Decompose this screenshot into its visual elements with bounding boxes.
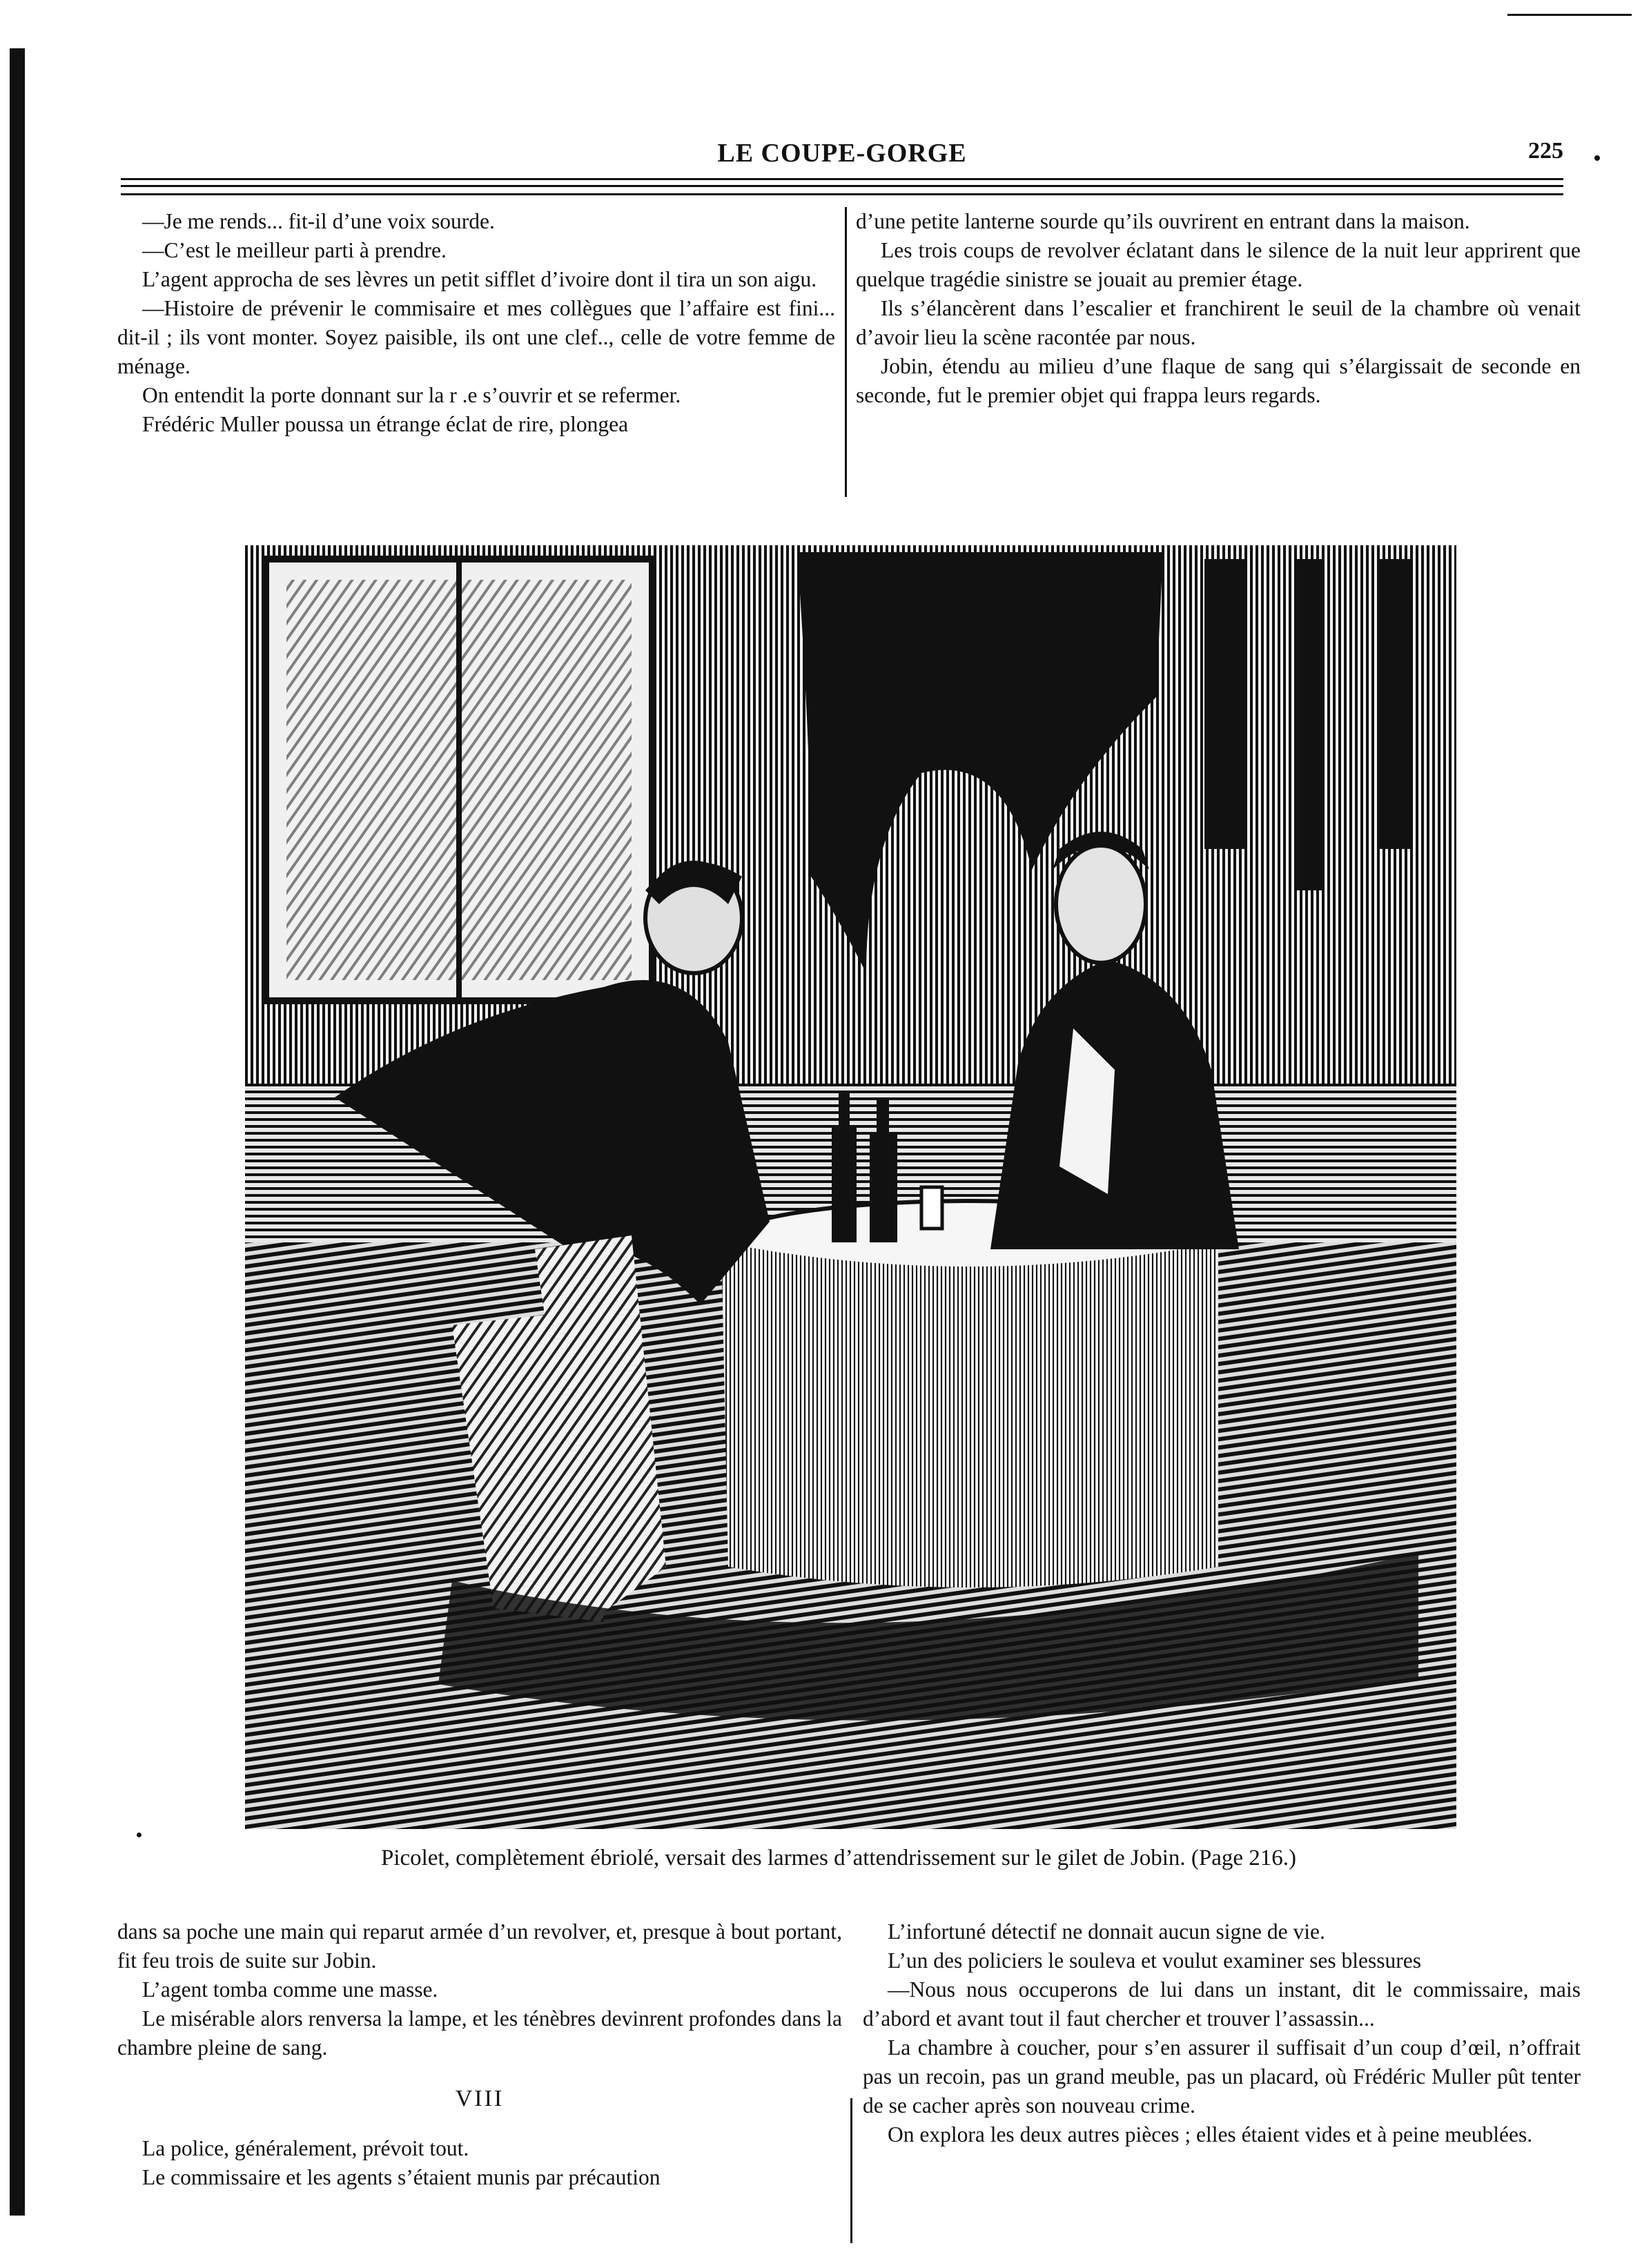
paragraph: Le misérable alors renversa la lampe, et les ténèbres devinrent profondes dans la chambre pleine de sang. bbox=[117, 2006, 842, 2060]
paragraph: Ils s’élancèrent dans l’escalier et franchirent le seuil de la chambre où venait d’avoir lieu la scène racontée par nous. bbox=[856, 296, 1581, 349]
paragraph: —Nous nous occuperons de lui dans un instant, dit le commissaire, mais d’abord et avant tout il faut chercher et trouver l’assassin... bbox=[863, 1977, 1581, 2031]
header-rule bbox=[121, 193, 1563, 195]
header-rule bbox=[121, 178, 1563, 180]
engraving-image bbox=[245, 545, 1456, 1829]
engraving-illustration bbox=[245, 545, 1456, 1829]
paragraph: —C’est le meilleur parti à prendre. bbox=[142, 238, 447, 262]
paragraph: L’agent approcha de ses lèvres un petit sifflet d’ivoire dont il tira un son aigu. bbox=[142, 267, 817, 291]
paragraph: dans sa poche une main qui reparut armée d’un revolver, et, presque à bout portant, fit feu trois de suite sur Jobin. bbox=[117, 1919, 842, 1973]
paragraph: Frédéric Muller poussa un étrange éclat de rire, plongea bbox=[142, 412, 629, 436]
paragraph: Jobin, étendu au milieu d’une flaque de sang qui s’élargissait de seconde en seconde, fut le premier objet qui frappa leurs regards. bbox=[856, 354, 1581, 407]
paragraph: Les trois coups de revolver éclatant dans le silence de la nuit leur apprirent que quelque tragédie sinistre se jouait au premier étage. bbox=[856, 238, 1581, 291]
bottom-right-column bbox=[863, 1917, 1581, 2149]
illustration-caption: Picolet, complètement ébriolé, versait des larmes d’attendrissement sur le gilet de Jobin. (Page 216.) bbox=[380, 1846, 1297, 1870]
paragraph: On entendit la porte donnant sur la r .e s’ouvrir et se refermer. bbox=[142, 383, 681, 407]
page-number: 225 bbox=[1528, 138, 1563, 164]
paragraph: L’infortuné détectif ne donnait aucun signe de vie. bbox=[888, 1919, 1325, 1944]
page-header bbox=[121, 138, 1563, 177]
bottom-left-column bbox=[117, 1917, 842, 2192]
header-rule bbox=[121, 185, 1563, 187]
page-edge-bar bbox=[10, 48, 25, 2216]
paragraph: —Je me rends... fit-il d’une voix sourde. bbox=[142, 209, 495, 233]
paragraph: d’une petite lanterne sourde qu’ils ouvrirent en entrant dans la maison. bbox=[856, 209, 1470, 233]
top-right-column bbox=[856, 207, 1581, 410]
print-speck bbox=[1594, 155, 1600, 161]
section-heading: VIII bbox=[455, 2086, 505, 2111]
paragraph: L’agent tomba comme une masse. bbox=[142, 1977, 438, 2002]
paragraph: La chambre à coucher, pour s’en assurer il suffisait d’un coup d’œil, n’offrait pas un recoin, pas un grand meuble, pas un placard, où Frédéric Muller pût tenter de se cacher après son nouveau crime. bbox=[863, 2035, 1581, 2118]
paragraph: —Histoire de prévenir le commisaire et mes collègues que l’affaire est fini... dit-il ; ils vont monter. Soyez paisible, ils ont une clef.., celle de votre femme de ménage. bbox=[117, 296, 835, 378]
paragraph: L’un des policiers le souleva et voulut examiner ses blessures bbox=[888, 1948, 1422, 1973]
corner-rule bbox=[1507, 14, 1632, 16]
paragraph: On explora les deux autres pièces ; elles étaient vides et à peine meublées. bbox=[888, 2122, 1533, 2147]
running-title: LE COUPE-GORGE bbox=[717, 139, 967, 168]
column-divider bbox=[850, 2098, 852, 2243]
top-left-column bbox=[117, 207, 835, 439]
paragraph: La police, généralement, prévoit tout. bbox=[142, 2136, 469, 2160]
print-speck bbox=[137, 1832, 141, 1837]
column-divider bbox=[845, 207, 847, 497]
paragraph: Le commissaire et les agents s’étaient munis par précaution bbox=[142, 2165, 661, 2189]
